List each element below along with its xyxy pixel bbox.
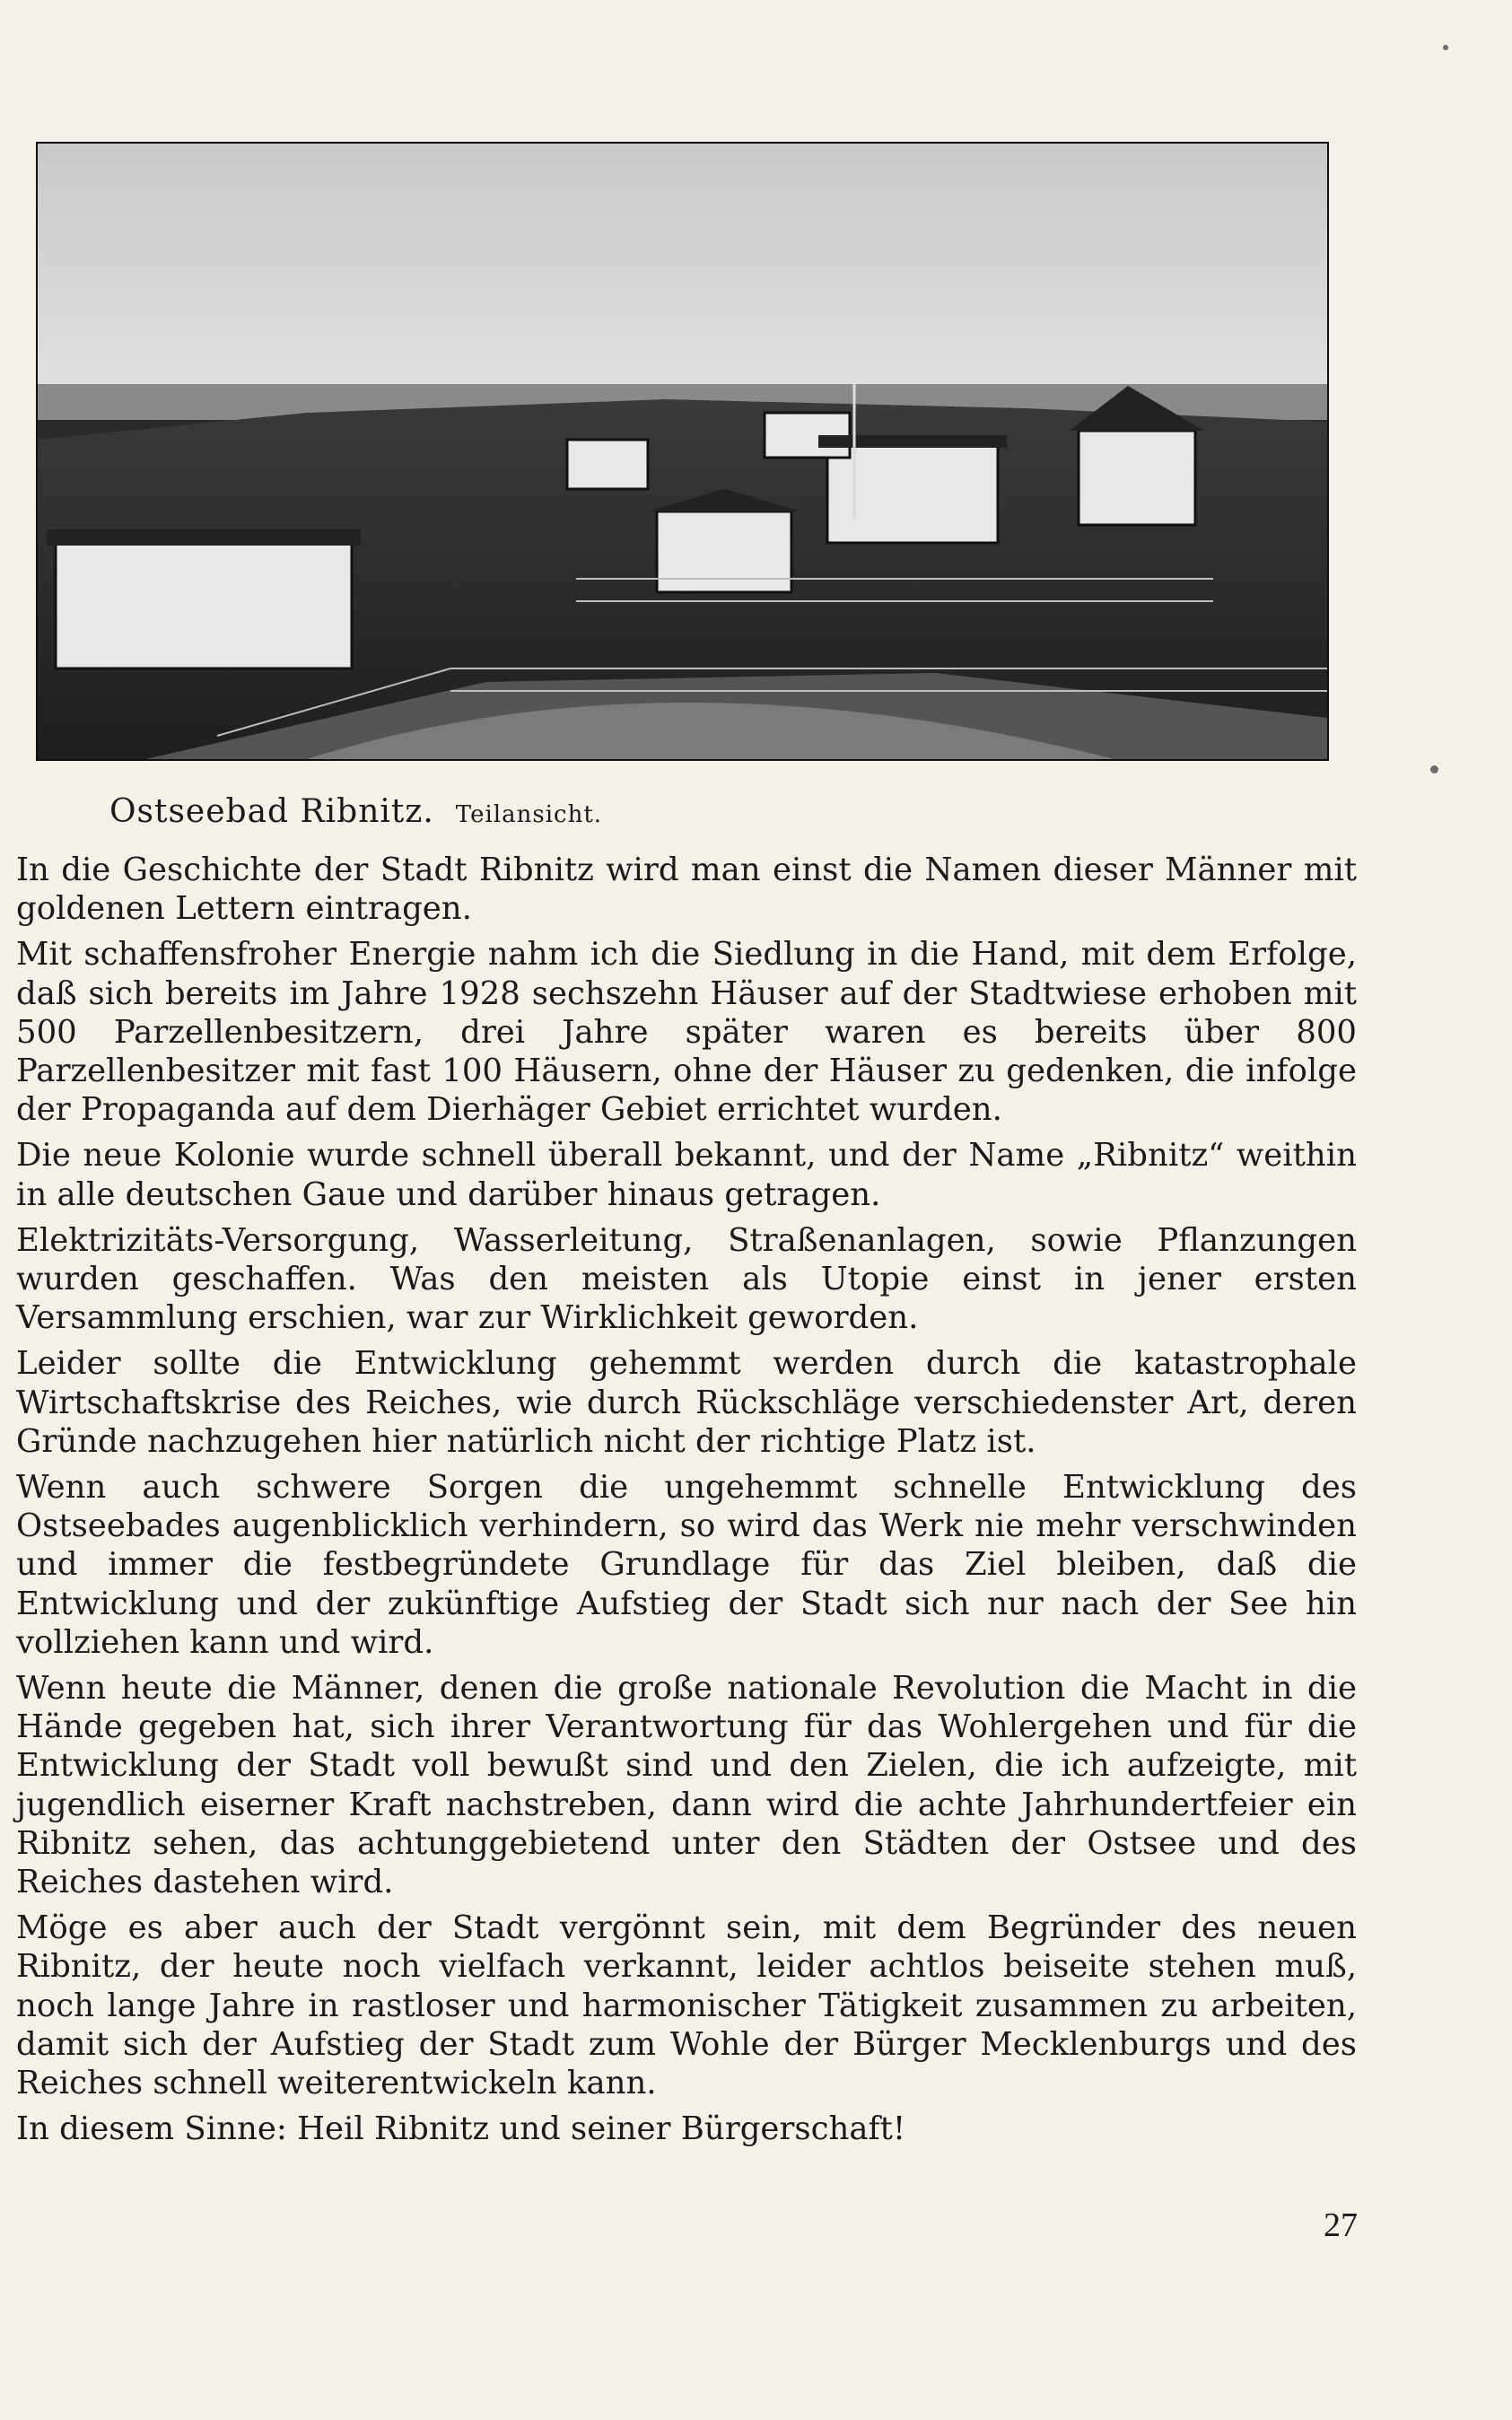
paper-speck [1443,45,1448,50]
paragraph: Wenn auch schwere Sorgen die ungehemmt schnelle Entwicklung des Ostseebades augenblicklich verhindern, so wird das Werk nie mehr verschwinden und immer die festbegründete Grundlage für das Ziel bleiben, daß die Entwicklung und der zukünftige Aufstieg der Stadt sich nur nach der See hin vollziehen kann und wird. [16,1469,1357,1661]
photo-caption [109,793,602,830]
page-number: 27 [1324,2206,1358,2244]
paragraph: In die Geschichte der Stadt Ribnitz wird man einst die Namen dieser Männer mit goldenen Lettern eintragen. [16,852,1357,928]
paragraph: In diesem Sinne: Heil Ribnitz und seiner Bürgerschaft! [16,2110,906,2148]
paragraph: Möge es aber auch der Stadt vergönnt sein, mit dem Begründer des neuen Ribnitz, der heute noch vielfach verkannt, leider achtlos beiseite stehen muß, noch lange Jahre in rastloser und harmonischer Tätigkeit zusammen zu arbeiten, damit sich der Aufstieg der Stadt zum Wohle der Bürger Mecklenburgs und des Reiches schnell weiterentwickeln kann. [16,1909,1357,2102]
photo-illustration [38,144,1327,759]
paragraph: Elektrizitäts-Versorgung, Wasserleitung, Straßenanlagen, sowie Pflanzungen wurden geschaffen. Was den meisten als Utopie einst in jener ersten Versammlung erschien, war zur Wirklichkeit geworden. [16,1221,1357,1337]
paragraph: Mit schaffensfroher Energie nahm ich die Siedlung in die Hand, mit dem Erfolge, daß sich bereits im Jahre 1928 sechszehn Häuser auf der Stadtwiese erhoben mit 500 Parzellenbesitzern, drei Jahre später waren es bereits über 800 Parzellenbesitzer mit fast 100 Häusern, ohne der Häuser zu gedenken, die infolge der Propaganda auf dem Dierhäger Gebiet errichtet wurden. [16,936,1357,1129]
body-text [16,851,1357,2156]
settlement-photo [36,142,1329,761]
paragraph: Wenn heute die Männer, denen die große nationale Revolution die Macht in die Hände gegeben hat, sich ihrer Verantwortung für das Wohlergehen und für die Entwicklung der Stadt voll bewußt sind und den Zielen, die ich aufzeigte, mit jugendlich eiserner Kraft nachstreben, dann wird die achte Jahrhundertfeier ein Ribnitz sehen, das achtunggebietend unter den Städten der Ostsee und des Reiches dastehen wird. [16,1670,1357,1901]
caption-subtitle: Teilansicht. [455,801,603,828]
caption-title: Ostseebad Ribnitz. [109,793,434,830]
paragraph: Die neue Kolonie wurde schnell überall bekannt, und der Name „Ribnitz“ weithin in alle deutschen Gaue und darüber hinaus getragen. [16,1137,1357,1213]
paragraph: Leider sollte die Entwicklung gehemmt werden durch die katastrophale Wirtschaftskrise des Reiches, wie durch Rückschläge verschiedenster Art, deren Gründe nachzugehen hier natürlich nicht der richtige Platz ist. [16,1345,1357,1460]
paper-speck [1430,765,1438,773]
